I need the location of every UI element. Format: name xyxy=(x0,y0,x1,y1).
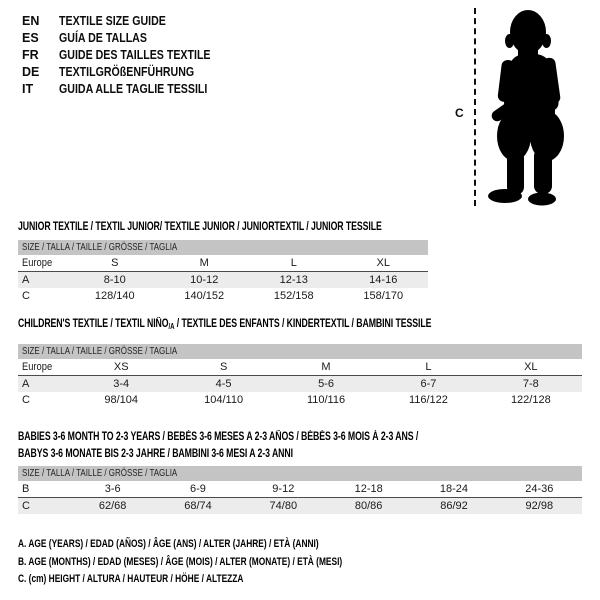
title-subscript: /A xyxy=(168,322,175,331)
cell: 128/140 xyxy=(94,290,135,302)
language-label: GUIDA ALLE TAGLIE TESSILI xyxy=(59,82,208,96)
footnote-a xyxy=(18,536,445,554)
column-header: XL xyxy=(376,257,390,269)
row-label: A xyxy=(22,274,30,286)
table-row-b xyxy=(18,481,582,497)
size-header-text: SIZE / TALLA / TAILLE / GRÖSSE / TAGLIA xyxy=(22,467,178,479)
language-label: GUIDE DES TAILLES TEXTILE xyxy=(59,48,211,62)
table-row-a xyxy=(18,376,582,392)
cell: 80/86 xyxy=(354,500,383,512)
language-code: ES xyxy=(22,31,39,45)
language-label: TEXTILE SIZE GUIDE xyxy=(59,14,166,28)
column-header: M xyxy=(321,361,331,373)
cell: 3-6 xyxy=(104,483,121,495)
table-header-row xyxy=(18,255,428,271)
size-header-bar xyxy=(18,466,582,481)
row-label: B xyxy=(22,483,30,495)
baby-silhouette-icon xyxy=(480,0,600,215)
cell: 6-7 xyxy=(420,378,437,390)
cell: 122/128 xyxy=(510,394,551,406)
cell: 6-9 xyxy=(190,483,206,495)
cell: 158/170 xyxy=(363,290,404,302)
junior-size-table xyxy=(18,240,428,304)
region-label-text: Europe xyxy=(22,361,53,373)
cell: 62/68 xyxy=(98,500,127,512)
cell: 12-13 xyxy=(279,274,308,286)
babies-size-table xyxy=(18,466,582,514)
cell: 140/152 xyxy=(184,290,225,302)
table-row-c xyxy=(18,392,582,408)
row-label: C xyxy=(22,290,30,302)
cell: 7-8 xyxy=(522,378,539,390)
region-label xyxy=(18,255,70,271)
table-row-c xyxy=(18,498,582,514)
babies-title-line-2: BABYS 3-6 MONATE BIS 2-3 JAHRE / BAMBINI 3-6 MESI A 2-3 ANNI xyxy=(18,447,294,460)
size-header-bar xyxy=(18,344,582,359)
junior-table-title xyxy=(18,221,497,233)
cell: 74/80 xyxy=(269,500,298,512)
cell: 104/110 xyxy=(204,394,244,406)
height-marker-dashed-line xyxy=(474,8,476,206)
cell: 3-4 xyxy=(113,378,130,390)
column-header: S xyxy=(219,361,228,373)
region-label xyxy=(18,359,70,375)
language-code: IT xyxy=(22,82,34,96)
title-part: / TEXTILE DES ENFANTS / KINDERTEXTIL / BAMBINI TESSILE xyxy=(174,318,432,330)
cell: 8-10 xyxy=(103,274,126,286)
cell: 86/92 xyxy=(440,500,468,512)
language-list xyxy=(22,13,237,98)
cell: 24-36 xyxy=(525,483,554,495)
footnote-b xyxy=(18,554,445,572)
cell: 68/74 xyxy=(184,500,212,512)
footnotes xyxy=(18,536,445,589)
babies-title-line-1: BABIES 3-6 MONTH TO 2-3 YEARS / BEBÉS 3-6 MESES A 2-3 AÑOS / BÉBÉS 3-6 MOIS À 2-3 ANS / xyxy=(18,431,419,443)
footnote-c xyxy=(18,571,445,589)
size-header-text: SIZE / TALLA / TAILLE / GRÖSSE / TAGLIA xyxy=(22,345,178,357)
language-row-it xyxy=(22,81,237,98)
junior-table-title-text: JUNIOR TEXTILE / TEXTIL JUNIOR/ TEXTILE JUNIOR / JUNIORTEXTIL / JUNIOR TESSILE xyxy=(18,221,382,233)
language-label: GUÍA DE TALLAS xyxy=(59,31,147,45)
language-label: TEXTILGRÖßENFÜHRUNG xyxy=(59,65,195,79)
babies-table-title xyxy=(18,429,545,462)
cell: 116/122 xyxy=(408,394,448,406)
footnote-b-text: B. AGE (MONTHS) / EDAD (MESES) / ÂGE (MOIS) / ALTER (MONATE) / ETÀ (MESI) xyxy=(18,555,343,568)
cell: 9-12 xyxy=(272,483,295,495)
language-row-fr xyxy=(22,47,237,64)
language-code: EN xyxy=(22,14,40,28)
row-label: A xyxy=(22,378,30,390)
row-label: C xyxy=(22,500,30,512)
table-header-row xyxy=(18,359,582,375)
column-header: M xyxy=(199,257,209,269)
row-label: C xyxy=(22,394,30,406)
children-table-title xyxy=(18,318,562,331)
table-row-c xyxy=(18,288,428,304)
height-marker-label: C xyxy=(455,106,464,120)
region-label-text: Europe xyxy=(22,257,53,269)
footnote-a-text: A. AGE (YEARS) / EDAD (AÑOS) / ÂGE (ANS) / ALTER (JAHRE) / ETÀ (ANNI) xyxy=(18,538,319,550)
language-row-en xyxy=(22,13,237,30)
cell: 92/98 xyxy=(525,500,554,512)
column-header: XS xyxy=(113,361,129,373)
cell: 18-24 xyxy=(439,483,469,495)
language-code: FR xyxy=(22,48,39,62)
title-part: CHILDREN'S TEXTILE / TEXTIL NIÑO xyxy=(18,318,169,330)
column-header: L xyxy=(290,257,297,269)
footnote-c-text: C. (cm) HEIGHT / ALTURA / HAUTEUR / HÖHE / ALTEZZA xyxy=(18,573,244,585)
children-table-title-text xyxy=(18,318,431,331)
column-header: S xyxy=(111,257,119,269)
language-row-es xyxy=(22,30,237,47)
cell: 14-16 xyxy=(369,274,398,286)
size-header-bar xyxy=(18,240,428,255)
table-row-a xyxy=(18,272,428,288)
size-header-text: SIZE / TALLA / TAILLE / GRÖSSE / TAGLIA xyxy=(22,241,178,253)
cell: 4-5 xyxy=(215,378,232,390)
column-header: XL xyxy=(524,361,538,373)
column-header: L xyxy=(425,361,432,373)
language-code: DE xyxy=(22,65,40,79)
children-size-table xyxy=(18,344,582,408)
cell: 98/104 xyxy=(104,394,139,406)
cell: 5-6 xyxy=(318,378,334,390)
cell: 110/116 xyxy=(306,394,346,406)
cell: 152/158 xyxy=(273,290,314,302)
language-row-de xyxy=(22,64,237,81)
cell: 10-12 xyxy=(190,274,219,286)
cell: 12-18 xyxy=(354,483,383,495)
